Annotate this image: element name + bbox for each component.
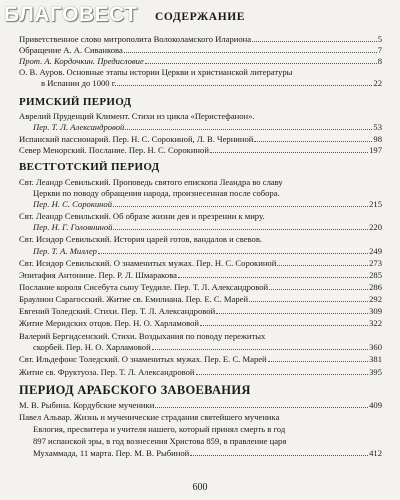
toc-entry-text: Север Менорский. Послание. Пер. Н. С. Сорокиной [19,145,209,155]
toc-entry-text: Пер. Т. А. Миллер [33,246,97,256]
leader-dots [124,52,377,53]
toc-entry-page: 285 [369,270,382,280]
toc-entry-text: Церкви по поводу обращения народа, произнесенная после собора. [33,188,280,198]
toc-entry-page: 22 [373,78,382,88]
toc-entry-text: Евгений Толедский. Стихи. Пер. Т. Л. Александровой [19,306,216,316]
toc-entry-continued[interactable] [19,199,382,210]
toc-entry[interactable] [19,177,382,188]
toc-entry-text: Свт. Исидор Севильский. История царей готов, вандалов и свевов. [19,234,263,244]
toc-entry-text: в Испании до 1000 г. [41,78,117,88]
toc-entry[interactable] [19,270,382,281]
toc-entry-text: Пер. Н. Г. Головниной [33,222,113,232]
toc-entry[interactable] [19,331,382,342]
toc-entry[interactable] [19,234,382,245]
section-heading-arab-conquest: ПЕРИОД АРАБСКОГО ЗАВОЕВАНИЯ [19,383,251,397]
toc-entry-text: Эпитафия Антонине. Пер. Р. Л. Шмаракова [19,270,177,280]
toc-entry-text: Пер. Н. С. Сорокиной [33,199,113,209]
toc-entry-page: 273 [369,258,382,268]
leader-dots [113,206,368,207]
toc-entry-page: 7 [377,45,382,55]
leader-dots [210,152,368,153]
leader-dots [196,374,369,375]
leader-dots [117,85,372,86]
toc-entry-text: 897 испанской эры, в год вознесения Христова 859, в правление царя [33,436,287,446]
toc-entry-continued[interactable] [19,436,382,447]
toc-entry-page: 5 [377,34,382,44]
toc-entry-page: 249 [369,246,382,256]
toc-entry-page: 292 [369,294,382,304]
leader-dots [249,301,368,302]
leader-dots [145,63,377,64]
toc-entry-text: Свт. Леандр Севильский. Проповедь святого епископа Леандра во славу [19,177,283,187]
toc-entry-continued[interactable] [19,222,382,233]
toc-entry[interactable] [19,145,382,156]
toc-entry[interactable] [19,294,382,305]
toc-entry-text: Аврелий Пруденций Климент. Стихи из цикла «Перистефанон». [19,111,255,121]
toc-entry-continued[interactable] [19,122,382,133]
leader-dots [155,407,368,408]
toc-entry[interactable] [19,367,382,378]
toc-entry-text: Обращение А. А. Сиванкова [19,45,123,55]
toc-entry[interactable] [19,67,382,78]
leader-dots [113,229,368,230]
toc-entry[interactable] [19,45,382,56]
leader-dots [268,361,368,362]
leader-dots [178,277,368,278]
toc-entry[interactable] [19,134,382,145]
toc-entry-page: 309 [369,306,382,316]
leader-dots [254,141,372,142]
toc-entry-page: 215 [369,199,382,209]
toc-entry-text: О. В. Ауров. Основные этапы истории Церкви и христианской литературы [19,67,293,77]
toc-entry-text: М. В. Рыбина. Кордубские мученики [19,400,155,410]
toc-entry-page: 53 [373,122,382,132]
leader-dots [200,325,368,326]
leader-dots [269,289,368,290]
toc-entry[interactable] [19,282,382,293]
toc-entry-text: Послание короля Сисебута сыну Теудиле. Пер. Т. Л. Александровой [19,282,269,292]
toc-entry-text: Житие Меридских отцов. Пер. Н. О. Харламовой [19,318,200,328]
toc-entry-continued[interactable] [19,342,382,353]
toc-entry-page: 381 [369,354,382,364]
toc-entry-text: Свт. Ильдефонс Толедский. О знаменитых мужах. Пер. Е. С. Марей [19,354,267,364]
toc-entry-page: 98 [373,134,382,144]
toc-entry[interactable] [19,306,382,317]
toc-entry-continued[interactable] [19,78,382,89]
toc-entry-continued[interactable] [19,246,382,257]
toc-entry-text: скорбей. Пер. Н. О. Харламовой [33,342,151,352]
toc-entry[interactable] [19,412,382,423]
watermark-logo: БЛАГОВЕСТ [4,3,138,26]
page-title: СОДЕРЖАНИЕ [154,11,246,23]
toc-entry[interactable] [19,258,382,269]
leader-dots [152,349,368,350]
toc-entry-text: Приветственное слово митрополита Волоколамского Илариона [19,34,252,44]
toc-entry-page: 322 [369,318,382,328]
toc-entry[interactable] [19,400,382,411]
toc-entry-text: Мухаммада, 11 марта. Пер. М. В. Рыбиной [33,448,190,458]
leader-dots [277,265,368,266]
toc-entry[interactable] [19,354,382,365]
leader-dots [252,41,377,42]
toc-entry-page: 197 [369,145,382,155]
toc-entry-text: Житие св. Фруктуоза. Пер. Т. Л. Александровой [19,367,195,377]
toc-entry-page: 409 [369,400,382,410]
leader-dots [98,253,368,254]
toc-entry-continued[interactable] [19,448,382,459]
toc-entry-page: 395 [369,367,382,377]
toc-entry-text: Павел Альвар. Жизнь и мученические страдания святейшего мученика [19,412,280,422]
toc-entry[interactable] [19,34,382,45]
section-heading-visigothic: ВЕСТГОТСКИЙ ПЕРИОД [19,161,160,173]
toc-entry-page: 412 [369,448,382,458]
toc-entry-text: Евлогия, пресвитера и учителя нашего, который принял смерть в год [33,424,286,434]
toc-entry-text: Испанский пассионарий. Пер. Н. С. Сорокиной, Л. В. Черниной [19,134,254,144]
toc-entry-continued[interactable] [19,188,382,199]
toc-entry-text: Прот. А. Кордочкин. Предисловие [19,56,144,66]
toc-entry-continued[interactable] [19,424,382,435]
leader-dots [125,129,372,130]
toc-entry-text: Свт. Леандр Севильский. Об образе жизни дев и презрении к миру. [19,211,265,221]
toc-entry-page: 286 [369,282,382,292]
toc-entry-page: 360 [369,342,382,352]
toc-entry[interactable] [19,111,382,122]
toc-entry[interactable] [19,56,382,67]
leader-dots [190,455,368,456]
toc-entry-text: Браулион Сарагосский. Житие св. Емилиана. Пер. Е. С. Марей [19,294,249,304]
page-number: 600 [192,482,208,493]
toc-entry[interactable] [19,211,382,222]
toc-entry-page: 220 [369,222,382,232]
toc-entry[interactable] [19,318,382,329]
section-heading-roman: РИМСКИЙ ПЕРИОД [19,96,132,108]
toc-entry-text: Свт. Исидор Севильский. О знаменитых мужах. Пер. Н. С. Сорокиной [19,258,277,268]
toc-entry-page: 8 [377,56,382,66]
leader-dots [216,313,368,314]
toc-entry-text: Пер. Т. Л. Александровой [33,122,125,132]
toc-entry-text: Валерий Бергидсенский. Стихи. Воздыхания по поводу пережитых [19,331,266,341]
